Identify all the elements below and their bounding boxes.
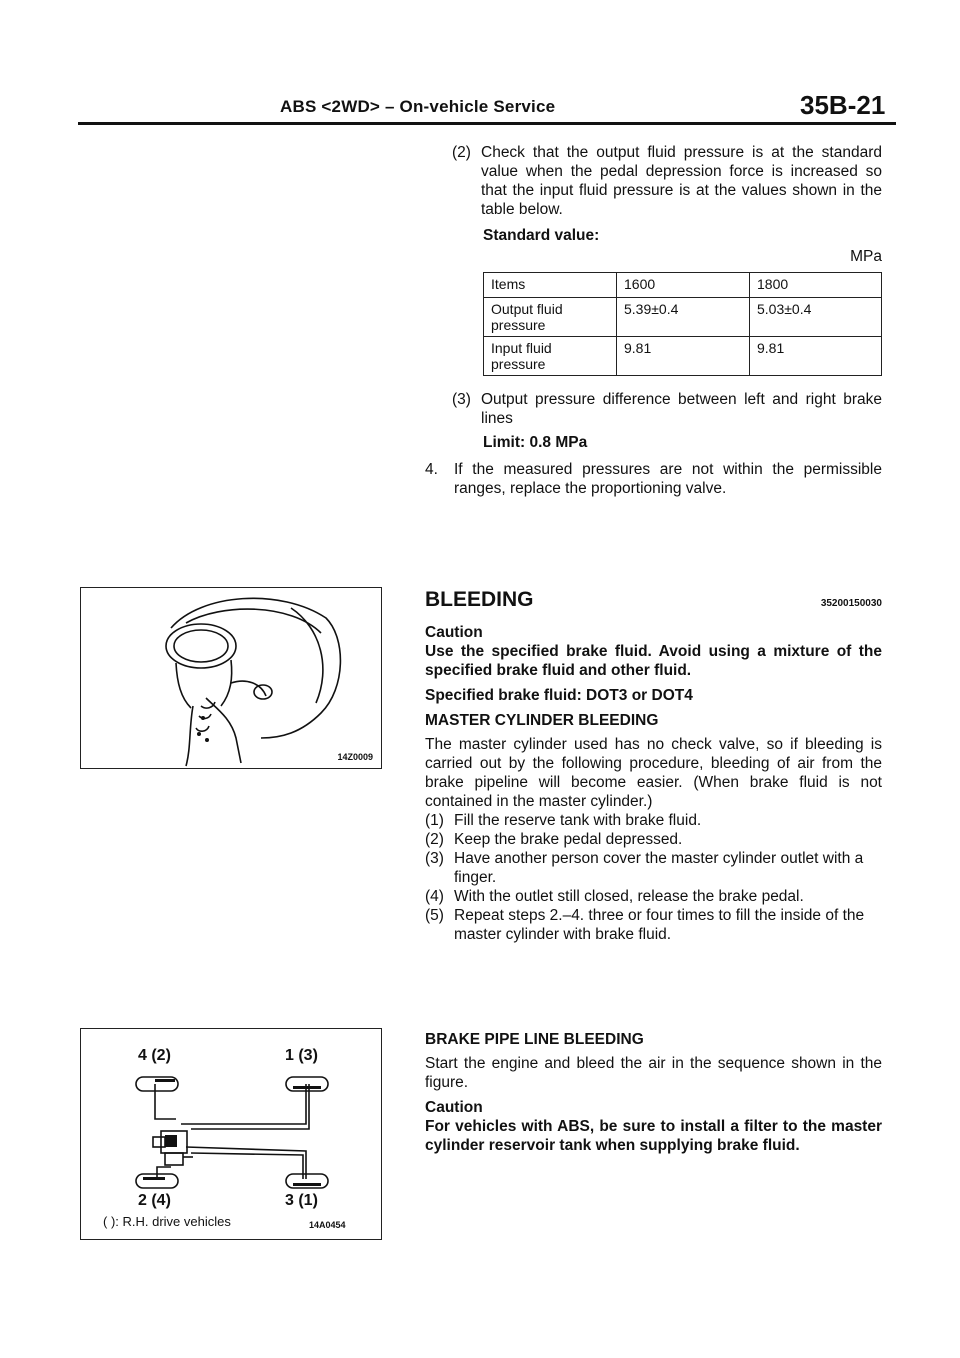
page-code: 35B-21 [800, 90, 886, 120]
standard-value-table-wrap [483, 272, 882, 376]
step-text: If the measured pressures are not within the permissible ranges, replace the proportioning valve. [454, 461, 882, 497]
bleed-step [425, 811, 882, 830]
step-number: (5) [425, 907, 444, 924]
bleed-step [425, 830, 882, 849]
caution-text: Use the specified brake fluid. Avoid using a mixture of the specified brake fluid and other fluid. [425, 643, 882, 679]
step-text: Keep the brake pedal depressed. [454, 831, 683, 848]
label-front-left: 2 (4) [138, 1192, 171, 1209]
section-title: ABS <2WD> – On-vehicle Service [280, 97, 556, 116]
header-rule [78, 122, 896, 125]
figure-code: 14Z0009 [337, 752, 373, 762]
table-cell: 1800 [750, 273, 882, 298]
bleeding-sequence-figure [80, 1028, 382, 1240]
table-cell: Items [484, 273, 617, 298]
table-cell: 5.03±0.4 [750, 298, 882, 337]
pressure-check-section [452, 143, 882, 266]
brake-line-diagram [81, 1029, 381, 1239]
table-row [484, 337, 882, 376]
limit-value: Limit: 0.8 MPa [483, 434, 588, 451]
master-cylinder-heading: MASTER CYLINDER BLEEDING [425, 712, 659, 729]
unit-label: MPa [850, 248, 882, 265]
step-text: Have another person cover the master cylinder outlet with a finger. [454, 850, 864, 886]
master-cylinder-text: The master cylinder used has no check valve, so if bleeding is carried out by the following procedure, bleeding of air from the brake pipeline will become easier. (When brake fluid is not contained in the master cylinder.) [425, 736, 882, 810]
table-cell: 9.81 [750, 337, 882, 376]
step-4 [425, 460, 882, 498]
bleeding-heading: BLEEDING [425, 588, 534, 611]
brake-pipe-heading: BRAKE PIPE LINE BLEEDING [425, 1031, 644, 1048]
master-cylinder-illustration [81, 588, 381, 768]
brake-pipe-text: Start the engine and bleed the air in the sequence shown in the figure. [425, 1055, 882, 1091]
bleeding-section [425, 588, 882, 944]
specified-fluid: Specified brake fluid: DOT3 or DOT4 [425, 687, 693, 704]
table-cell: Output fluid pressure [484, 298, 617, 337]
standard-value-label: Standard value: [483, 227, 600, 244]
standard-value-table [483, 272, 882, 376]
table-row [484, 298, 882, 337]
label-rear-right: 1 (3) [285, 1047, 318, 1064]
step-text: With the outlet still closed, release the brake pedal. [454, 888, 804, 905]
brake-pipe-section [425, 1030, 882, 1155]
table-row [484, 273, 882, 298]
table-cell: Input fluid pressure [484, 337, 617, 376]
step-3 [452, 390, 882, 428]
step-text: Repeat steps 2.–4. three or four times to fill the inside of the master cylinder with brake fluid. [454, 907, 865, 943]
caution-text: For vehicles with ABS, be sure to install a filter to the master cylinder reservoir tank when supplying brake fluid. [425, 1118, 882, 1154]
step-number: (1) [425, 812, 444, 829]
caution-label: Caution [425, 624, 483, 641]
figure-code: 14A0454 [309, 1220, 346, 1230]
table-cell: 1600 [617, 273, 750, 298]
step-number: (2) [425, 831, 444, 848]
table-cell: 5.39±0.4 [617, 298, 750, 337]
caution-label: Caution [425, 1099, 483, 1116]
step-number: 4. [425, 461, 438, 478]
step-text: Output pressure difference between left and right brake lines [481, 391, 882, 427]
bleed-step [425, 887, 882, 906]
step-text: Fill the reserve tank with brake fluid. [454, 812, 702, 829]
master-cylinder-figure [80, 587, 382, 769]
step-number: (2) [452, 144, 471, 161]
step-text: Check that the output fluid pressure is at the standard value when the pedal depression force is increased so that the input fluid pressure is at the values shown in the table below. [481, 144, 882, 218]
bleed-step [425, 906, 882, 944]
table-cell: 9.81 [617, 337, 750, 376]
step-2 [452, 143, 882, 219]
pressure-check-continued [452, 390, 882, 452]
label-rear-left: 4 (2) [138, 1047, 171, 1064]
step-number: (4) [425, 888, 444, 905]
section-code: 35200150030 [820, 598, 882, 609]
figure-note: ( ): R.H. drive vehicles [103, 1214, 231, 1229]
step-number: (3) [425, 850, 444, 867]
step-number: (3) [452, 391, 471, 408]
label-front-right: 3 (1) [285, 1192, 318, 1209]
bleed-step [425, 849, 882, 887]
